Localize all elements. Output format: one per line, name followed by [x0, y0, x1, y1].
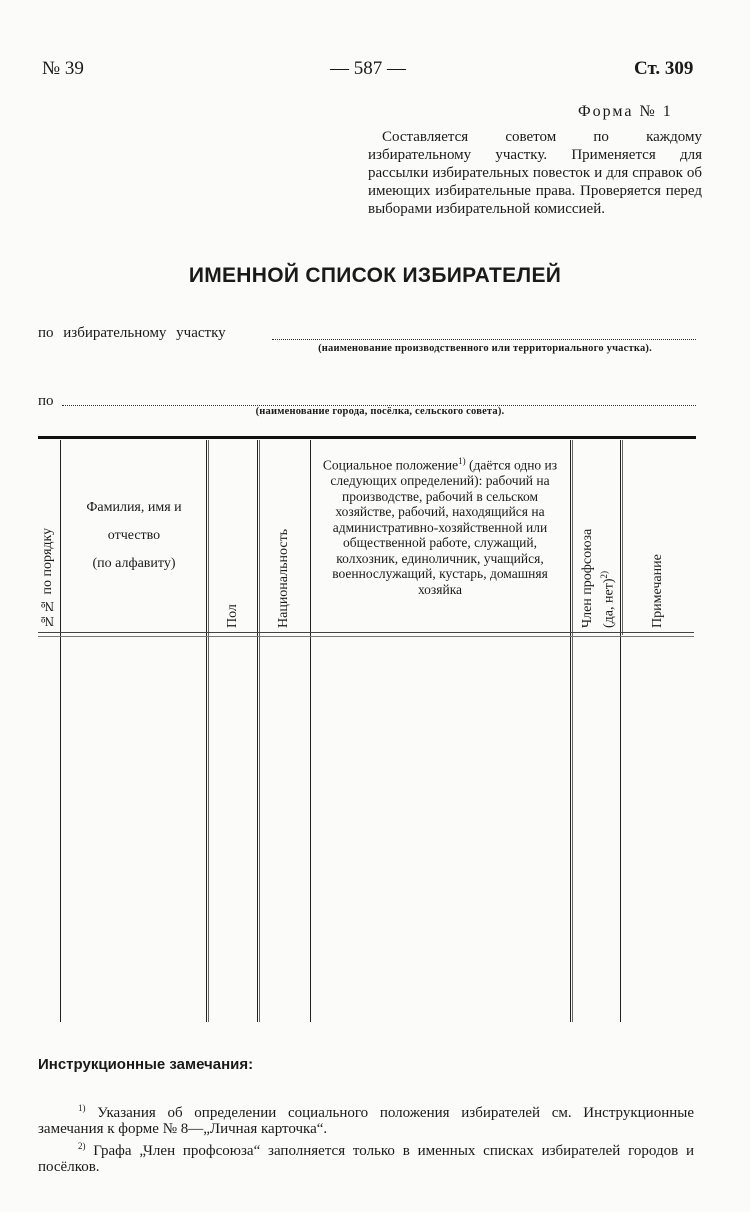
- column-header-name-line1: Фамилия, имя и: [86, 500, 182, 515]
- intro-note: Составляется советом по каждому избирательному участку. Применяется для рассылки избирательных повесток и для справок об имеющих избирательные права. Проверяется перед выборами избирательной комиссией.: [368, 129, 702, 217]
- column-divider: [60, 440, 61, 1022]
- precinct-caption: (наименование производственного или территориального участка).: [318, 343, 652, 354]
- footnote-text-2: Графа „Член профсоюза“ заполняется только в именных списках избирателей городов и посёлков.: [38, 1143, 694, 1175]
- column-divider: [570, 440, 571, 1022]
- place-caption: (наименование города, посёлка, сельского совета).: [255, 406, 505, 417]
- column-header-nationality: Национальность: [276, 528, 291, 628]
- column-header-social-status: [312, 454, 568, 597]
- page-number: — 587 —: [330, 58, 406, 79]
- footnote-mark-2: 2): [78, 1141, 86, 1151]
- column-divider: [259, 440, 260, 1022]
- precinct-field[interactable]: [272, 339, 696, 340]
- table-top-border: [38, 436, 696, 439]
- column-header-name-line2: отчество: [107, 528, 161, 543]
- column-divider: [622, 440, 623, 635]
- footnote-ref-1: 1): [458, 456, 466, 466]
- column-divider: [310, 440, 311, 1022]
- column-header-sex: Пол: [225, 604, 240, 628]
- footnote-mark-1: 1): [78, 1103, 86, 1113]
- document-number: № 39: [42, 58, 84, 79]
- precinct-label: по избирательному участку: [38, 325, 226, 341]
- column-divider: [257, 440, 258, 1022]
- column-divider: [572, 440, 573, 1022]
- document-title: ИМЕННОЙ СПИСОК ИЗБИРАТЕЛЕЙ: [188, 264, 562, 287]
- column-header-name: [64, 500, 204, 572]
- column-header-name-line3: (по алфавиту): [92, 556, 176, 571]
- footnote-2: [38, 1138, 694, 1175]
- footnote-ref-2: 2): [599, 571, 609, 579]
- column-header-number: №№ по порядку: [40, 527, 55, 628]
- footnote-text-1: Указания об определении социального положения избирателей см. Инструкционные замечания к форме № 8—„Личная карточка“.: [38, 1105, 694, 1137]
- instructions-title: Инструкционные замечания:: [38, 1056, 254, 1073]
- column-header-remark: Примечание: [650, 554, 665, 628]
- column-divider: [206, 440, 207, 1022]
- header-separator: [38, 636, 694, 637]
- form-label: Форма № 1: [578, 103, 673, 120]
- header-separator: [38, 632, 694, 633]
- column-header-union: [580, 494, 618, 628]
- social-status-options: (даётся одно из следующих определений): рабочий на производстве, рабочий в сельском хозяйстве, рабочий, находящийся на административно-хозяйственной или общественной работе, служащий, колхозник, единоличник, учащийся, военнослужащий, кустарь, домашняя хозяйка: [330, 457, 558, 597]
- union-values: (да, нет): [601, 578, 617, 628]
- union-label: Член профсоюза: [580, 528, 595, 628]
- column-divider: [208, 440, 209, 1022]
- article-number: Ст. 309: [634, 58, 694, 79]
- column-divider: [620, 440, 621, 1022]
- place-label: по: [38, 393, 54, 409]
- footnote-1: [38, 1100, 694, 1137]
- social-status-label: Социальное положение: [322, 457, 459, 473]
